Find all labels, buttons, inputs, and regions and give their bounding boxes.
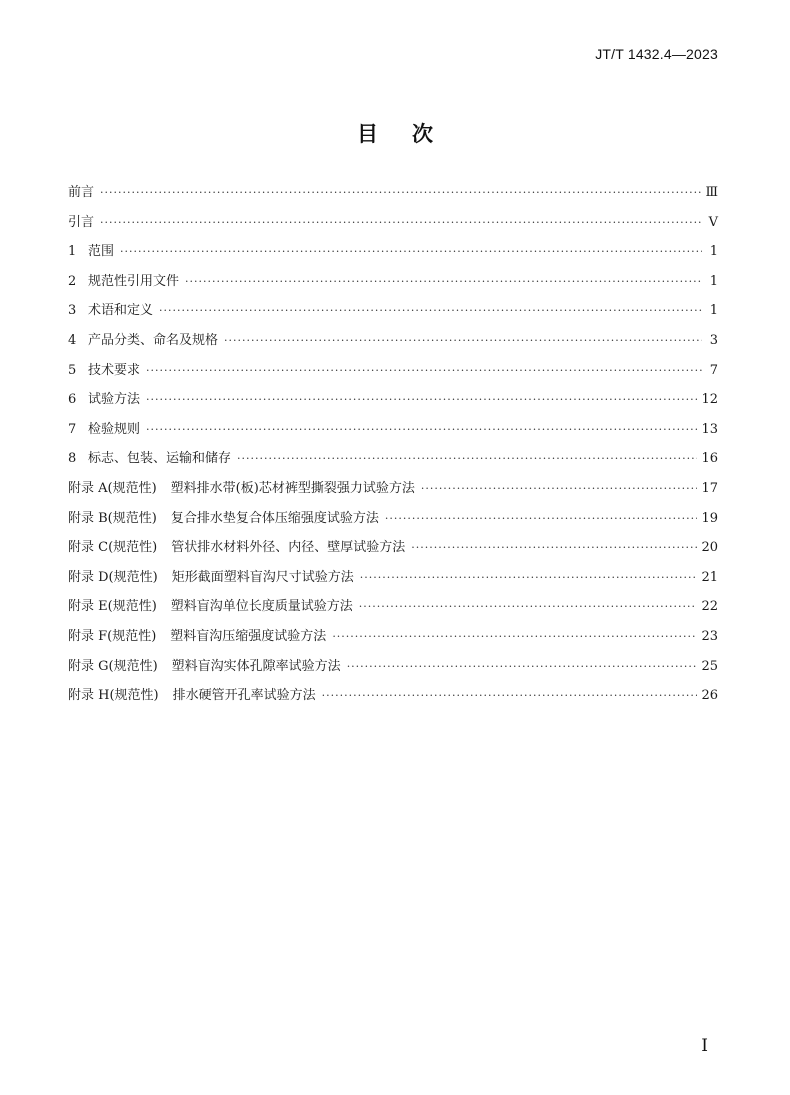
- toc-dot-leader: [100, 216, 702, 229]
- toc-entry-page: 21: [701, 569, 718, 585]
- toc-entry-number: 3: [68, 303, 77, 319]
- toc-entry-page: 3: [709, 332, 718, 348]
- toc-entry[interactable]: [68, 418, 718, 448]
- toc-entry-title: 技术要求: [88, 362, 141, 378]
- toc-entry-title: 塑料盲沟实体孔隙率试验方法: [171, 658, 341, 674]
- toc-dot-leader: [360, 571, 698, 584]
- toc-entry-title: 引言: [68, 214, 95, 230]
- toc-entry-title: 塑料盲沟压缩强度试验方法: [170, 628, 327, 644]
- toc-entry-page: 19: [701, 510, 718, 526]
- toc-entry-title: 试验方法: [88, 392, 141, 408]
- toc-entry-appendix-label: 附录 H(规范性): [68, 688, 159, 704]
- toc-entry[interactable]: [68, 240, 718, 270]
- toc-entry-title: 前言: [68, 185, 95, 200]
- toc-entry-title: 范围: [88, 244, 115, 260]
- toc-entry-title: 术语和定义: [88, 303, 154, 319]
- toc-entry-page: 1: [709, 273, 718, 289]
- toc-entry[interactable]: [68, 566, 718, 596]
- toc-entry-title: 管状排水材料外径、内径、壁厚试验方法: [171, 540, 406, 556]
- toc-entry-page: 17: [701, 480, 718, 496]
- toc-entry-title: 检验规则: [88, 421, 141, 437]
- toc-entry-title: 塑料排水带(板)芯材裤型撕裂强力试验方法: [170, 480, 415, 496]
- toc-entry[interactable]: [68, 477, 718, 507]
- toc-entry-page: 7: [709, 362, 718, 378]
- toc-entry-title: 塑料盲沟单位长度质量试验方法: [170, 599, 353, 615]
- toc-entry-page: 25: [701, 658, 718, 674]
- toc-entry-page: Ⅴ: [708, 214, 718, 230]
- toc-dot-leader: [146, 423, 697, 436]
- toc-entry-title: 复合排水垫复合体压缩强度试验方法: [170, 510, 379, 526]
- toc-dot-leader: [237, 452, 697, 465]
- toc-entry-number: 7: [68, 421, 77, 437]
- toc-entry-number: 1: [68, 244, 77, 260]
- toc-entry[interactable]: [68, 447, 718, 477]
- toc-entry-title: 矩形截面塑料盲沟尺寸试验方法: [171, 569, 354, 585]
- toc-entry-appendix-label: 附录 G(规范性): [68, 658, 158, 674]
- toc-dot-leader: [322, 689, 698, 702]
- toc-entry[interactable]: [68, 329, 718, 359]
- page-title-char-1: 目: [357, 122, 378, 146]
- toc-entry-number: 6: [68, 392, 77, 408]
- toc-entry[interactable]: [68, 359, 718, 389]
- toc-dot-leader: [224, 334, 702, 347]
- toc-entry-page: 20: [701, 540, 718, 556]
- toc-entry-title: 产品分类、命名及规格: [88, 332, 219, 348]
- toc-entry[interactable]: [68, 181, 718, 211]
- toc-entry-page: 16: [701, 451, 718, 467]
- toc-entry-number: 5: [68, 362, 77, 378]
- toc-dot-leader: [185, 275, 702, 288]
- toc-entry-appendix-label: 附录 D(规范性): [68, 569, 158, 585]
- toc-entry-page: 26: [701, 688, 718, 704]
- toc-entry-title: 规范性引用文件: [88, 273, 180, 289]
- toc-entry-page: 12: [701, 392, 718, 408]
- toc-entry[interactable]: [68, 270, 718, 300]
- toc-entry[interactable]: [68, 211, 718, 241]
- toc-dot-leader: [421, 482, 698, 495]
- toc-dot-leader: [146, 364, 702, 377]
- toc-entry-appendix-label: 附录 C(规范性): [68, 540, 158, 556]
- toc-entry[interactable]: [68, 388, 718, 418]
- toc-dot-leader: [146, 393, 697, 406]
- toc-entry[interactable]: [68, 507, 718, 537]
- toc-entry-number: 2: [68, 273, 77, 289]
- toc-dot-leader: [347, 660, 698, 673]
- toc-entry-page: 1: [709, 244, 718, 260]
- toc-entry-appendix-label: 附录 F(规范性): [68, 628, 157, 644]
- page-title: [0, 118, 790, 148]
- toc-entry-appendix-label: 附录 B(规范性): [68, 510, 157, 526]
- page-title-char-2: 次: [412, 122, 433, 146]
- toc-dot-leader: [411, 541, 697, 554]
- toc-dot-leader: [359, 600, 698, 613]
- toc-entry[interactable]: [68, 595, 718, 625]
- toc-entry-appendix-label: 附录 A(规范性): [68, 480, 157, 496]
- toc-entry-page: Ⅲ: [705, 185, 718, 200]
- toc-entry-page: 1: [709, 303, 718, 319]
- toc-entry-number: 4: [68, 332, 77, 348]
- toc-dot-leader: [159, 304, 702, 317]
- table-of-contents: [68, 181, 718, 714]
- page-number: Ⅰ: [701, 1036, 708, 1056]
- toc-entry[interactable]: [68, 625, 718, 655]
- toc-entry[interactable]: [68, 684, 718, 714]
- toc-entry-page: 23: [701, 628, 718, 644]
- toc-entry-title: 排水硬管开孔率试验方法: [172, 688, 316, 704]
- toc-entry-appendix-label: 附录 E(规范性): [68, 599, 157, 615]
- toc-entry[interactable]: [68, 536, 718, 566]
- toc-entry-page: 22: [701, 599, 718, 615]
- toc-entry-number: 8: [68, 451, 77, 467]
- toc-entry-title: 标志、包装、运输和储存: [88, 451, 232, 467]
- toc-entry-page: 13: [701, 421, 718, 437]
- toc-dot-leader: [385, 512, 698, 525]
- toc-entry[interactable]: [68, 299, 718, 329]
- toc-dot-leader: [332, 630, 697, 643]
- standard-code: JT/T 1432.4—2023: [595, 46, 718, 62]
- toc-dot-leader: [120, 245, 702, 258]
- toc-dot-leader: [100, 186, 701, 199]
- toc-entry[interactable]: [68, 655, 718, 685]
